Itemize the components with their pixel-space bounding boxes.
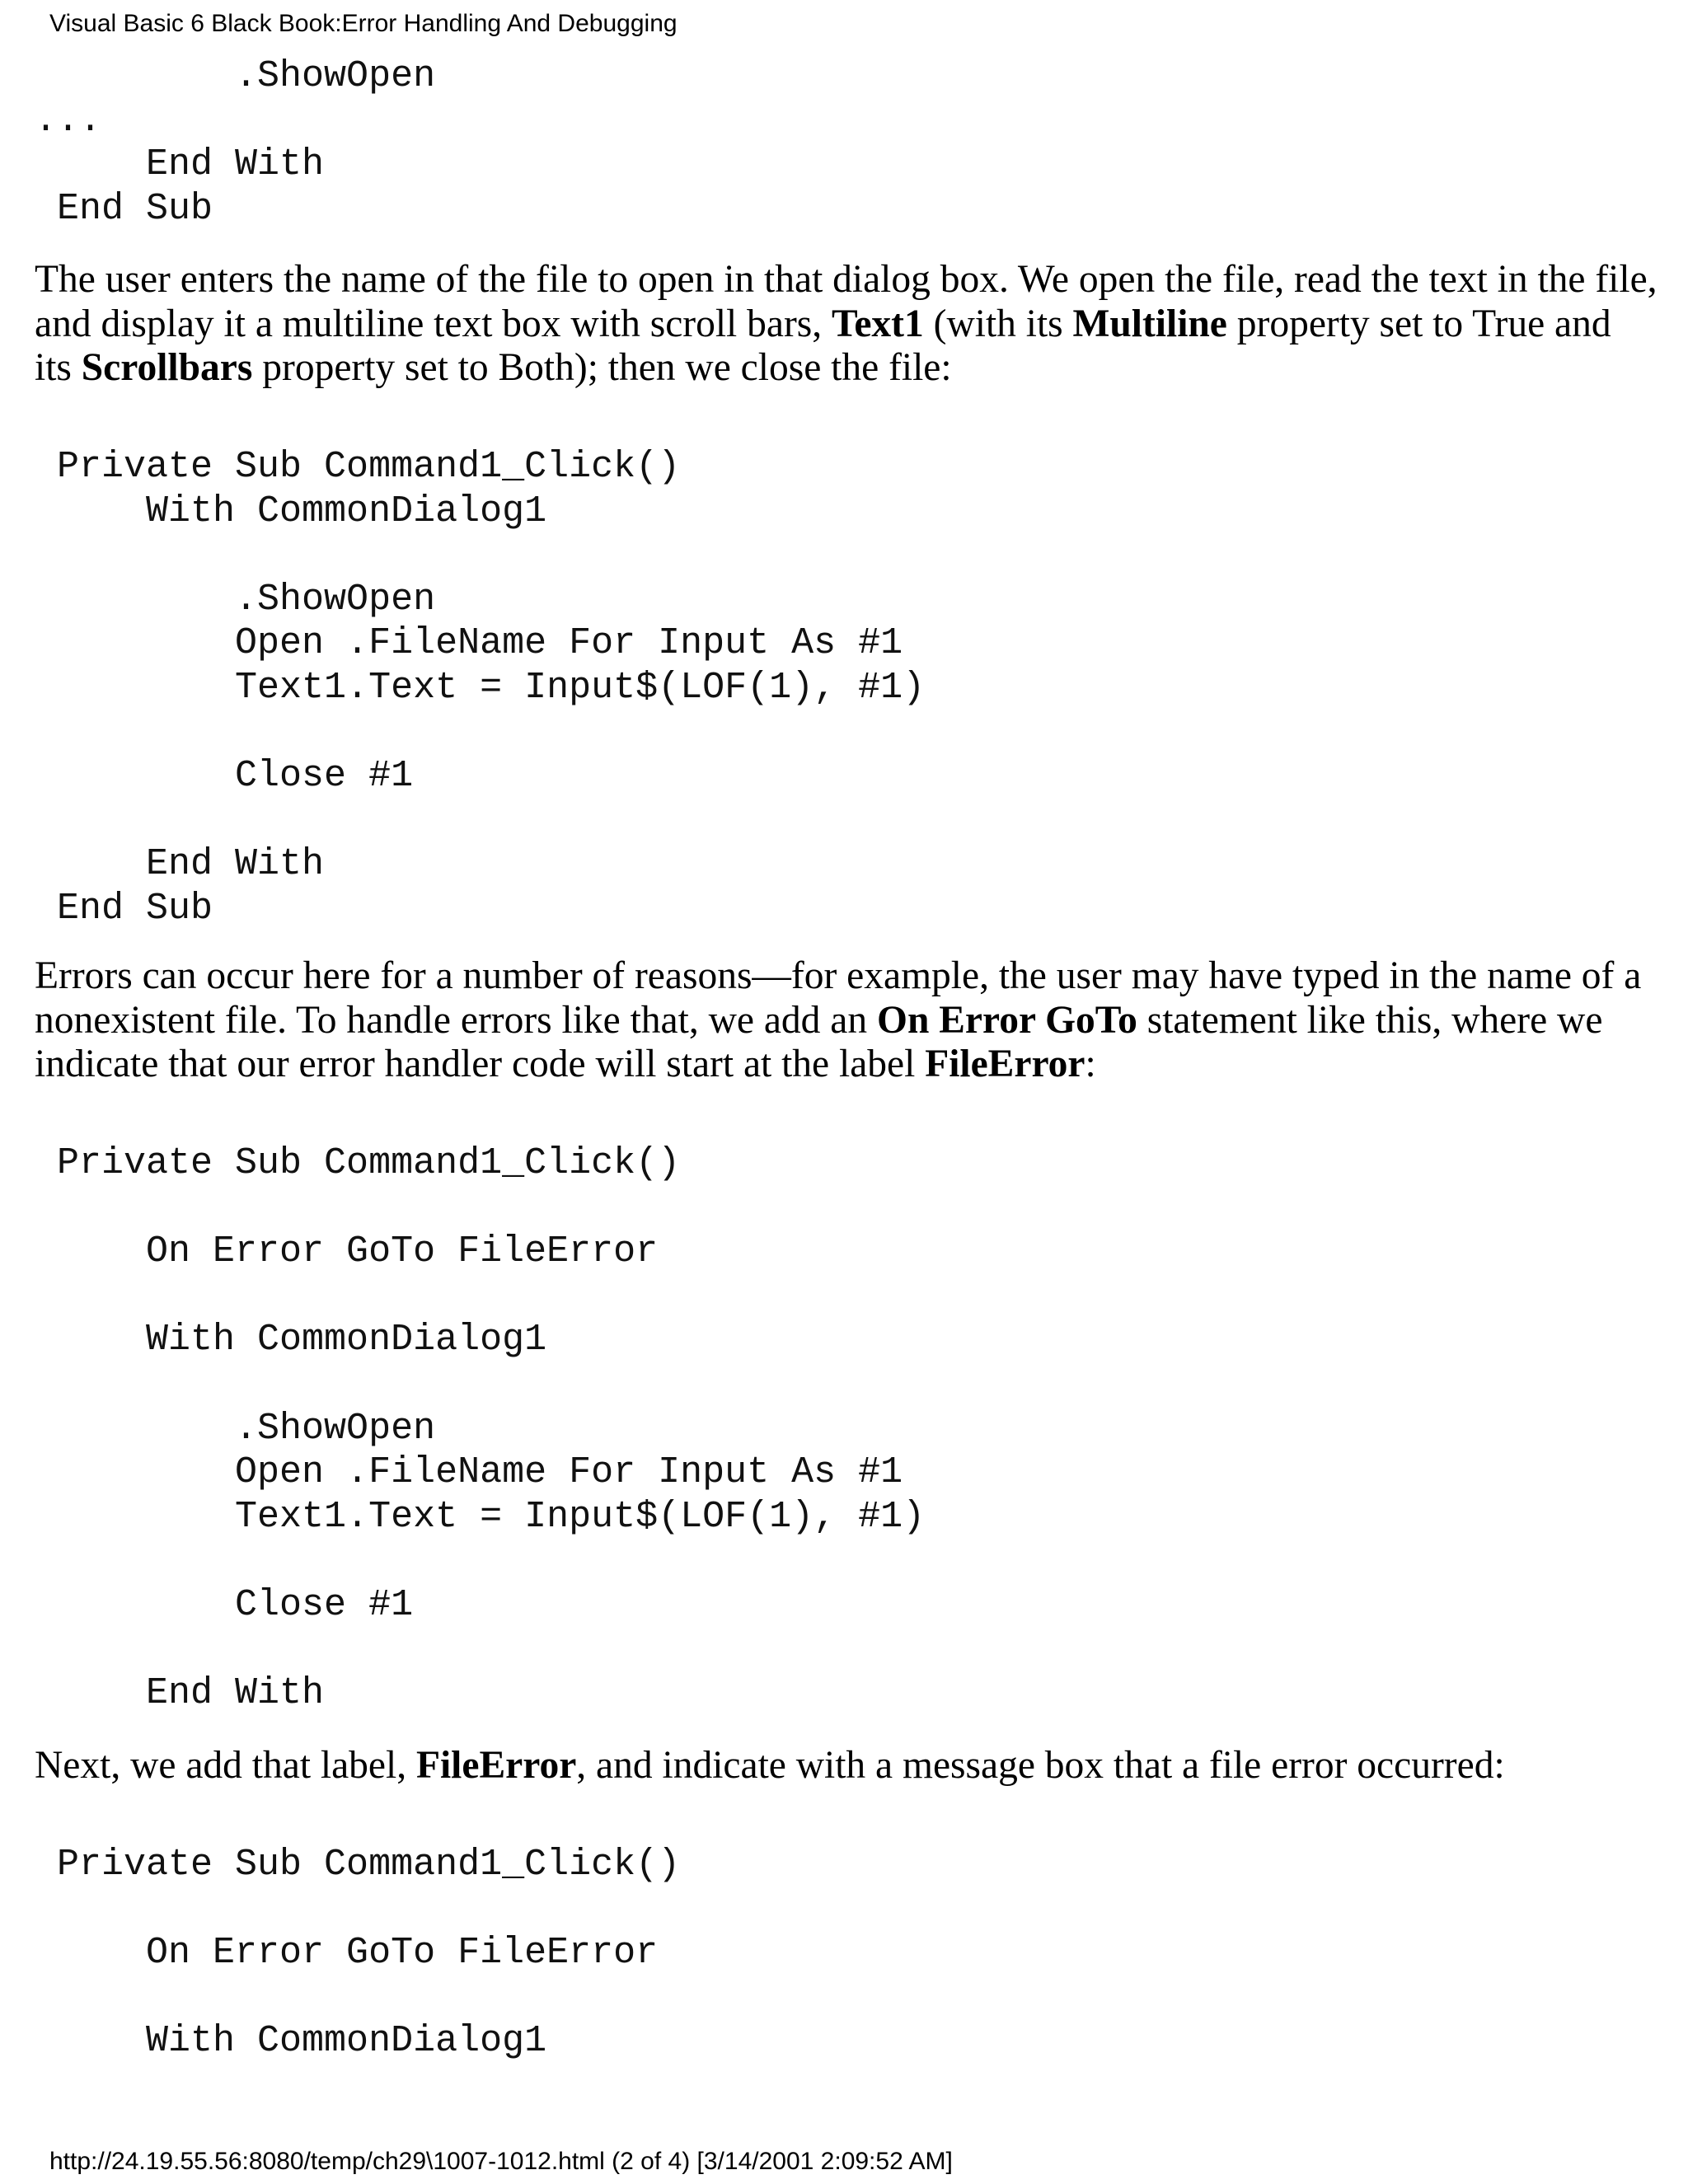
- inline-code-fileerror: FileError: [925, 1043, 1085, 1086]
- inline-code-scrollbars: Scrollbars: [81, 346, 253, 390]
- inline-code-multiline: Multiline: [1072, 302, 1227, 345]
- code-block-2: Private Sub Command1_Click() With CommonDialog1 .ShowOpen Open .FileName For Input As #1 Text1.Text = Input$(LOF(1), #1) Close #1 End With End Sub: [57, 446, 926, 930]
- paragraph-3: [35, 1744, 1662, 1788]
- page-footer-url: http://24.19.55.56:8080/temp/ch29\1007-1012.html (2 of 4) [3/14/2001 2:09:52 AM]: [49, 2148, 953, 2175]
- paragraph-1: [35, 258, 1662, 391]
- code-block-1: .ShowOpen ... End With End Sub: [35, 55, 436, 230]
- paragraph-3-line-1: Next, we add that label, FileError, and indicate with a message box that a file error occurred:: [35, 1744, 1505, 1787]
- inline-code-on-error-goto: On Error GoTo: [877, 998, 1137, 1042]
- paragraph-1-line-1: The user enters the name of the file to open in that dialog box. We open the file, read the text in the file,: [35, 258, 1658, 301]
- paragraph-2-line-2: nonexistent file. To handle errors like that, we add an On Error GoTo statement like this, where we: [35, 998, 1603, 1042]
- inline-code-text1: Text1: [832, 302, 924, 345]
- paragraph-1-line-3: its Scrollbars property set to Both); then we close the file:: [35, 346, 952, 390]
- paragraph-2-line-1: Errors can occur here for a number of reasons—for example, the user may have typed in the name of a: [35, 954, 1642, 997]
- inline-code-fileerror-label: FileError: [415, 1744, 577, 1787]
- paragraph-1-line-2: and display it a multiline text box with scroll bars, Text1 (with its Multiline property set to True and: [35, 302, 1611, 345]
- code-block-3: Private Sub Command1_Click() On Error GoTo FileError With CommonDialog1 .ShowOpen Open .FileName For Input As #1 Text1.Text = Input$(LOF(1), #1) Close #1 End With: [57, 1142, 926, 1715]
- paragraph-2: [35, 954, 1662, 1087]
- code-block-4: Private Sub Command1_Click() On Error GoTo FileError With CommonDialog1: [57, 1844, 681, 2063]
- paragraph-2-line-3: indicate that our error handler code will start at the label FileError:: [35, 1043, 1096, 1086]
- page-header-title: Visual Basic 6 Black Book:Error Handling And Debugging: [49, 10, 678, 37]
